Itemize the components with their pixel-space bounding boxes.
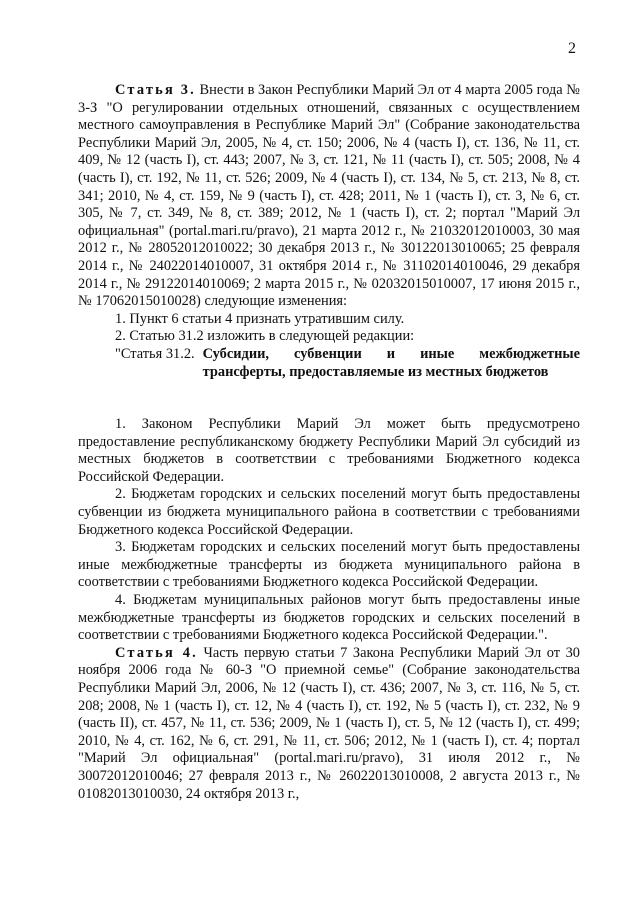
article3-item1: 1. Пункт 6 статьи 4 признать утратившим силу. bbox=[115, 310, 405, 327]
new-article-part3: 3. Бюджетам городских и сельских поселений могут быть предоставлены иные межбюджетные трансферты из бюджета муниципального района в соответствии с требованиями Бюджетного кодекса Российской Федерации. bbox=[78, 539, 580, 591]
article4-label: Статья 4. bbox=[115, 644, 198, 661]
new-article-heading bbox=[78, 346, 580, 381]
article3-paragraph bbox=[78, 82, 580, 311]
article3-label: Статья 3. bbox=[115, 82, 196, 98]
document-body bbox=[78, 82, 580, 803]
new-article-part1: 1. Законом Республики Марий Эл может быть предусмотрено предоставление республиканскому бюджету Республики Марий Эл субсидий из местных бюджетов в соответствии с требованиями Бюджетного кодекса Российской Федерации. bbox=[78, 416, 580, 485]
article3-text: Внести в Закон Республики Марий Эл от 4 марта 2005 года № 3-З "О регулировании отдельных отношений, связанных с осуществлением местного самоуправления в Республике Марий Эл" (Собрание законодательства Республики Марий Эл, 2005, № 4, ст. 150; 2006, № 4 (часть I), ст. 136, № 11, ст. 409, № 12 (часть I), ст. 443; 2007, № 3, ст. 121, № 11 (часть I), ст. 505; 2008, № 4 (часть I), ст. 192, № 11, ст. 526; 2009, № 4 (часть I), ст. 134, № 5, ст. 213, № 8, ст. 341; 2010, № 4, ст. 159, № 9 (часть I), ст. 428; 2011, № 1 (часть I), ст. 3, № 6, ст. 305, № 7, ст. 349, № 8, ст. 389; 2012, № 1 (часть I), ст. 2; портал "Марий Эл официальная" (portal.mari.ru/pravo), 21 марта 2012 г., № 21032012010003, 30 мая 2012 г., № 28052012010022; 30 декабря 2013 г., № 30122013010065; 25 февраля 2014 г., № 24022014010007, 31 октября 2014 г., № 31102014010046, 29 декабря 2014 г., № 29122014010069; 2 марта 2015 г., № 02032015010007, 17 июня 2015 г., № 17062015010028) следующие изменения: bbox=[78, 82, 580, 310]
spacer bbox=[78, 381, 580, 416]
new-article-part4: 4. Бюджетам муниципальных районов могут быть предоставлены иные межбюджетные трансферты из бюджетов городских и сельских поселений в соответствии с требованиями Бюджетного кодекса Российской Федерации.". bbox=[78, 592, 580, 644]
article4-text: Часть первую статьи 7 Закона Республики Марий Эл от 30 ноября 2006 года № 60-З "О приемной семье" (Собрание законодательства Республики Марий Эл, 2006, № 12 (часть I), ст. 436; 2007, № 3, ст. 116, № 5, ст. 208; 2008, № 1 (часть I), ст. 12, № 4 (часть I), ст. 192, № 5 (часть I), ст. 232, № 9 (часть II), ст. 457, № 11, ст. 536; 2009, № 1 (часть I), ст. 5, № 12 (часть I), ст. 499; 2010, № 4, ст. 162, № 6, ст. 291, № 11, ст. 506; 2012, № 1 (часть I), ст. 4; портал "Марий Эл официальная" (portal.mari.ru/pravo), 31 июля 2012 г., № 30072012010046; 27 февраля 2013 г., № 26022013010008, 2 августа 2013 г., № 01082013010030, 24 октября 2013 г., bbox=[78, 644, 580, 802]
article3-item2: 2. Статью 31.2 изложить в следующей редакции: bbox=[115, 328, 415, 345]
new-article-title: Субсидии, субвенции и иные межбюджетные трансферты, предоставляемые из местных бюджетов bbox=[202, 345, 580, 380]
new-article-lead: "Статья 31.2. bbox=[115, 345, 195, 362]
new-article-part2: 2. Бюджетам городских и сельских поселений могут быть предоставлены субвенции из бюджета муниципального района в соответствии с требованиями Бюджетного кодекса Российской Федерации. bbox=[78, 486, 580, 538]
article4-paragraph bbox=[78, 645, 580, 803]
page-number: 2 bbox=[568, 40, 576, 57]
